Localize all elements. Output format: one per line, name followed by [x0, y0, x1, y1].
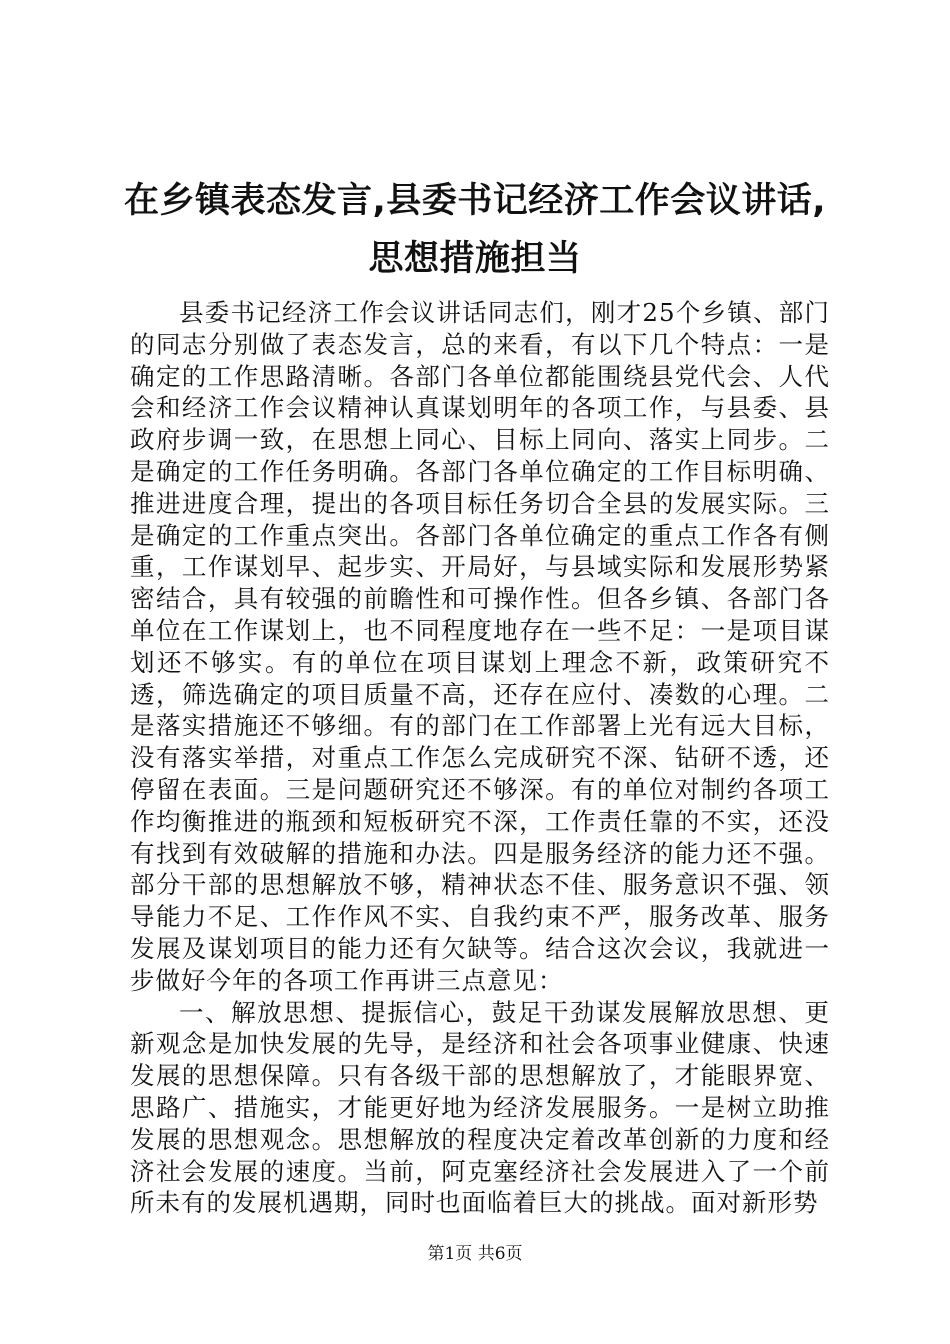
page-footer: 第1页 共6页 [427, 1244, 523, 1264]
title-line-1: 在乡镇表态发言,县委书记经济工作会议讲话, [123, 181, 827, 221]
body-paragraph-2: 一、解放思想、提振信心，鼓足干劲谋发展解放思想、更新观念是加快发展的先导，是经济和社会各项事业健康、快速发展的思想保障。只有各级干部的思想解放了，才能眼界宽、思路广、措施实，才能更好地为经济发展服务。一是树立助推发展的思想观念。思想解放的程度决定着改革创新的力度和经济社会发展的速度。当前，阿克塞经济社会发展进入了一个前所未有的发展机遇期，同时也面临着巨大的挑战。面对新形势 [130, 997, 830, 1218]
document-title [110, 172, 840, 288]
title-line-2: 思想措施担当 [368, 239, 582, 279]
body-paragraph-1: 县委书记经济工作会议讲话同志们，刚才25个乡镇、部门的同志分别做了表态发言，总的来看，有以下几个特点：一是确定的工作思路清晰。各部门各单位都能围绕县党代会、人代会和经济工作会议精神认真谋划明年的各项工作，与县委、县政府步调一致，在思想上同心、目标上同向、落实上同步。二是确定的工作任务明确。各部门各单位确定的工作目标明确、推进进度合理，提出的各项目标任务切合全县的发展实际。三是确定的工作重点突出。各部门各单位确定的重点工作各有侧重，工作谋划早、起步实、开局好，与县域实际和发展形势紧密结合，具有较强的前瞻性和可操作性。但各乡镇、各部门各单位在工作谋划上，也不同程度地存在一些不足：一是项目谋划还不够实。有的单位在项目谋划上理念不新，政策研究不透，筛选确定的项目质量不高，还存在应付、凑数的心理。二是落实措施还不够细。有的部门在工作部署上光有远大目标，没有落实举措，对重点工作怎么完成研究不深、钻研不透，还停留在表面。三是问题研究还不够深。有的单位对制约各项工作均衡推进的瓶颈和短板研究不深，工作责任靠的不实，还没有找到有效破解的措施和办法。四是服务经济的能力还不强。部分干部的思想解放不够，精神状态不佳、服务意识不强、领导能力不足、工作作风不实、自我约束不严，服务改革、服务发展及谋划项目的能力还有欠缺等。结合这次会议，我就进一步做好今年的各项工作再讲三点意见： [130, 298, 830, 995]
document-body [130, 297, 830, 1219]
